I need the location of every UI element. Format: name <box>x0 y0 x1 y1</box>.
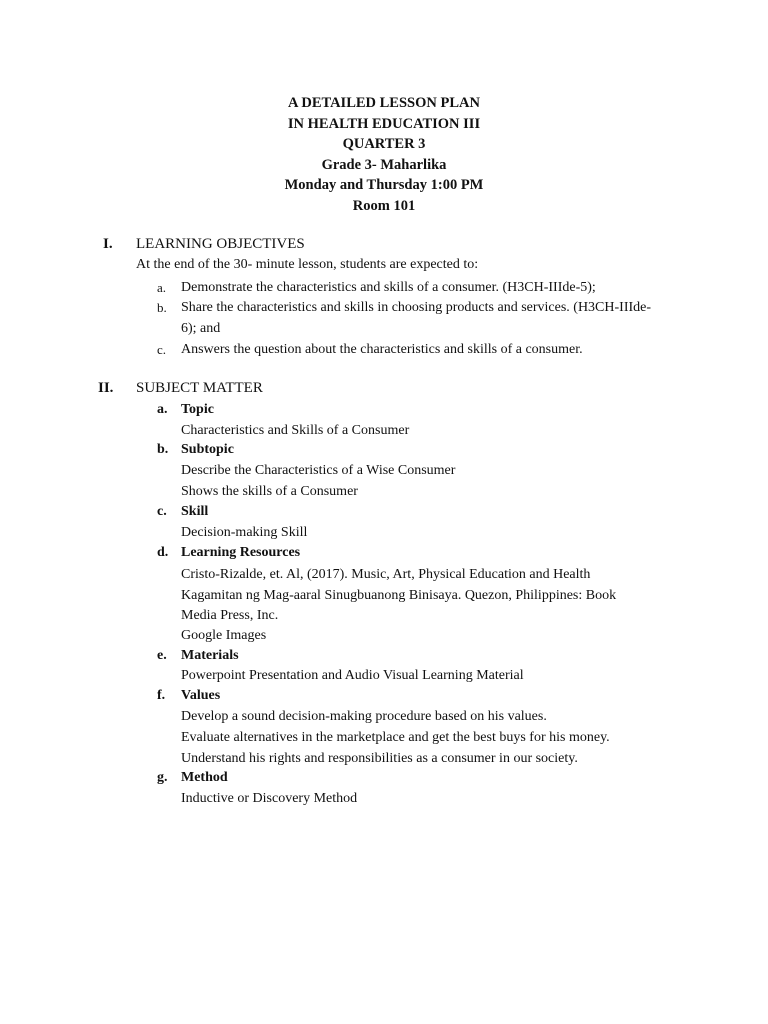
method-text: Inductive or Discovery Method <box>181 791 358 806</box>
resource-text: Google Images <box>181 628 267 643</box>
item-label: Skill <box>181 504 209 519</box>
item-letter: g. <box>157 770 168 785</box>
grade-section-line: Grade 3- Maharlika <box>321 156 447 173</box>
section-numeral: I. <box>103 236 113 252</box>
objective-letter: a. <box>157 280 167 295</box>
item-letter: f. <box>157 688 166 703</box>
section-title: SUBJECT MATTER <box>136 380 263 396</box>
subtopic-text: Describe the Characteristics of a Wise Consumer <box>181 463 456 478</box>
objectives-intro: At the end of the 30- minute lesson, students are expected to: <box>136 257 479 272</box>
objective-text: Demonstrate the characteristics and skills of a consumer. (H3CH-IIIde-5); <box>181 280 596 295</box>
topic-text: Characteristics and Skills of a Consumer <box>181 423 410 438</box>
item-letter: a. <box>157 402 168 417</box>
values-text: Evaluate alternatives in the marketplace and get the best buys for his money. <box>181 730 610 745</box>
item-label: Topic <box>181 402 214 417</box>
section-numeral: II. <box>98 380 114 396</box>
objective-text: Share the characteristics and skills in choosing products and services. (H3CH-IIIde-6); and <box>181 300 652 336</box>
item-letter: e. <box>157 648 167 663</box>
objective-item <box>157 277 657 298</box>
item-letter: d. <box>157 545 169 560</box>
section-title: LEARNING OBJECTIVES <box>136 236 305 252</box>
item-label: Learning Resources <box>181 545 301 560</box>
item-letter: b. <box>157 442 169 457</box>
subject-line: IN HEALTH EDUCATION III <box>287 115 481 132</box>
values-text: Understand his rights and responsibilities as a consumer in our society. <box>181 751 578 766</box>
schedule-line: Monday and Thursday 1:00 PM <box>284 177 484 194</box>
objective-item <box>157 339 657 360</box>
objective-text: Answers the question about the characteristics and skills of a consumer. <box>181 342 583 357</box>
resource-citation: Cristo-Rizalde, et. Al, (2017). Music, Art, Physical Education and Health Kagamitan ng Mag-aaral Sinugbuanong Binisaya. Quezon, Philippines: Book Media Press, Inc. <box>181 567 617 624</box>
item-letter: c. <box>157 504 167 519</box>
item-label: Materials <box>181 648 239 663</box>
materials-text: Powerpoint Presentation and Audio Visual Learning Material <box>181 668 524 683</box>
document-header <box>0 93 768 217</box>
item-label: Subtopic <box>181 442 234 457</box>
subtopic-text: Shows the skills of a Consumer <box>181 484 358 499</box>
values-text: Develop a sound decision-making procedure based on his values. <box>181 709 547 724</box>
item-label: Method <box>181 770 228 785</box>
room-line: Room 101 <box>352 197 416 214</box>
title-line: A DETAILED LESSON PLAN <box>288 95 480 111</box>
skill-text: Decision-making Skill <box>181 525 308 540</box>
objective-letter: b. <box>157 300 167 315</box>
objective-letter: c. <box>157 342 167 357</box>
item-label: Values <box>181 688 221 703</box>
objective-item <box>157 297 655 339</box>
quarter-line: QUARTER 3 <box>342 136 426 153</box>
